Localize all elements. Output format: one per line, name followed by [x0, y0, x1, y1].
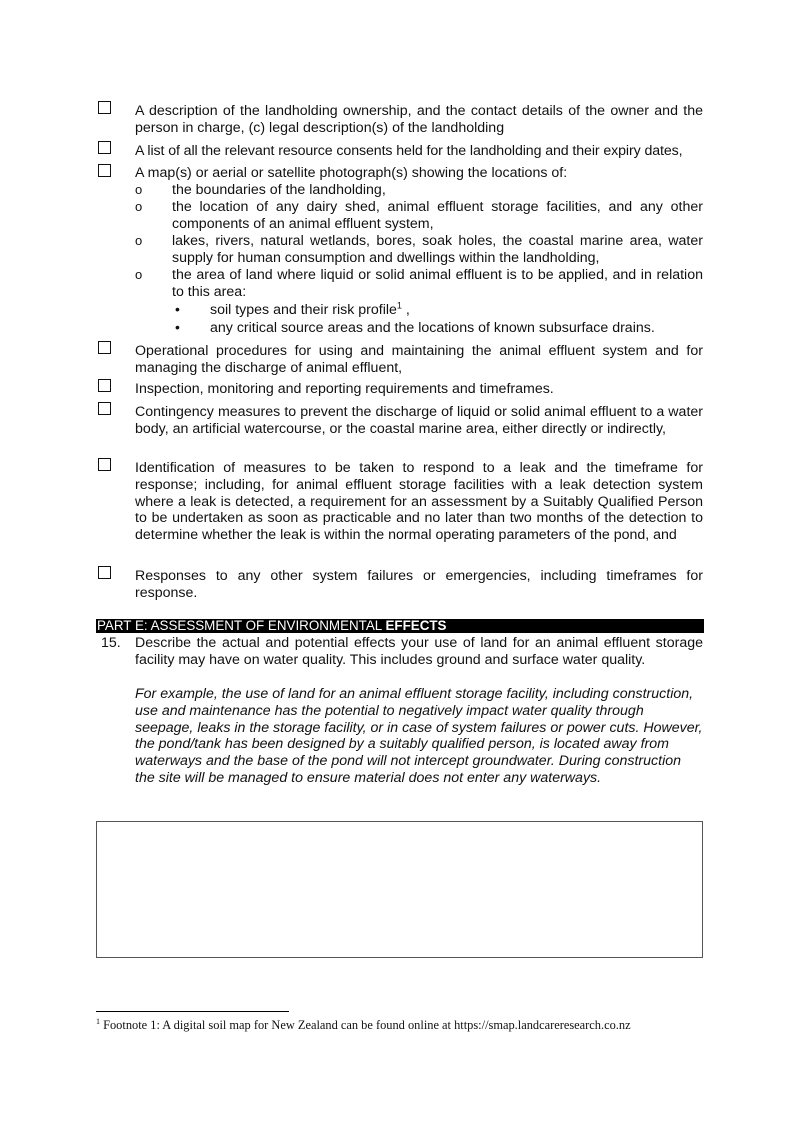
soil-subitem-text: soil types and their risk profile$^1$ , [210, 300, 410, 318]
checklist-item-contingency-measures: Contingency measures to prevent the discharge of liquid or solid animal effluent to a water body, an artificial watercourse, or the coastal marine area, either directly or indirectly, [135, 404, 703, 437]
bullet-icon: • [175, 319, 180, 335]
checkbox-maps[interactable] [98, 164, 111, 177]
checklist-item-landholding-description: A description of the landholding ownership, and the contact details of the owner and the person in charge, (c) legal description(s) of the landholding [135, 103, 703, 136]
checklist-item-inspection-monitoring: Inspection, monitoring and reporting requirements and timeframes. [135, 381, 554, 397]
question-number: 15. [101, 635, 121, 651]
footnote-marker: 1 [96, 1016, 100, 1026]
map-subitem [135, 233, 703, 267]
source-areas-subitem [172, 320, 703, 337]
checkbox-system-failures[interactable] [98, 566, 111, 579]
bullet-icon: • [175, 301, 180, 317]
checkbox-resource-consents[interactable] [98, 141, 111, 154]
circle-bullet-icon: o [135, 267, 143, 282]
section-heading-part-e: PART E: ASSESSMENT OF ENVIRONMENTAL EFFECTS [96, 619, 704, 633]
map-subitem-text: lakes, rivers, natural wetlands, bores, soak holes, the coastal marine area, water supply for human consumption and dwellings within the landholding, [172, 233, 703, 266]
checkbox-inspection-monitoring[interactable] [98, 379, 111, 392]
map-subitem [135, 267, 703, 301]
checkbox-leak-response[interactable] [98, 458, 111, 471]
circle-bullet-icon: o [135, 233, 143, 248]
map-subitem [135, 182, 703, 199]
checklist-item-system-failures: Responses to any other system failures or emergencies, including timeframes for response. [135, 568, 703, 601]
example-text: For example, the use of land for an animal effluent storage facility, including construction, use and maintenance has the potential to negatively impact water quality through seepage, leaks in the storage facility, or in case of system failures or power cuts. However, the pond/tank has been designed by a suitably qualified person, is located away from waterways and the base of the pond will not intercept groundwater. During construction the site will be managed to ensure material does not enter any waterways. [135, 686, 703, 786]
circle-bullet-icon: o [135, 182, 143, 197]
map-subitem-text: the boundaries of the landholding, [172, 182, 386, 198]
map-subitem [135, 199, 703, 233]
checklist-item-resource-consents: A list of all the relevant resource consents held for the landholding and their expiry dates, [135, 143, 683, 159]
soil-subitem [172, 302, 703, 319]
footnote [96, 1017, 631, 1033]
checkbox-contingency-measures[interactable] [98, 402, 111, 415]
footnote-divider [96, 1011, 289, 1012]
circle-bullet-icon: o [135, 199, 143, 214]
source-areas-subitem-text: any critical source areas and the locations of known subsurface drains. [210, 320, 655, 336]
footnote-text: Footnote 1: A digital soil map for New Zealand can be found online at https://smap.landcareresearch.co.nz [100, 1018, 631, 1032]
checkbox-operational-procedures[interactable] [98, 341, 111, 354]
footnote-reference: 1 [396, 300, 402, 311]
answer-text-area[interactable] [96, 821, 703, 958]
question-text: Describe the actual and potential effects your use of land for an animal effluent storage facility may have on water quality. This includes ground and surface water quality. [135, 635, 703, 668]
checkbox-landholding-description[interactable] [98, 101, 111, 114]
checklist-item-operational-procedures: Operational procedures for using and maintaining the animal effluent system and for managing the discharge of animal effluent, [135, 343, 703, 376]
checklist-item-leak-response: Identification of measures to be taken to respond to a leak and the timeframe for response; including, for animal effluent storage facilities with a leak detection system where a leak is detected, a requirement for an assessment by a Suitably Qualified Person to be undertaken as soon as practicable and no later than two months of the detection to determine whether the leak is within the normal operating parameters of the pond, and [135, 460, 703, 544]
map-subitem-text: the location of any dairy shed, animal effluent storage facilities, and any other components of an animal effluent system, [172, 199, 703, 232]
map-subitem-text: the area of land where liquid or solid animal effluent is to be applied, and in relation to this area: [172, 267, 703, 300]
checklist-item-maps: A map(s) or aerial or satellite photograph(s) showing the locations of: [135, 165, 568, 181]
